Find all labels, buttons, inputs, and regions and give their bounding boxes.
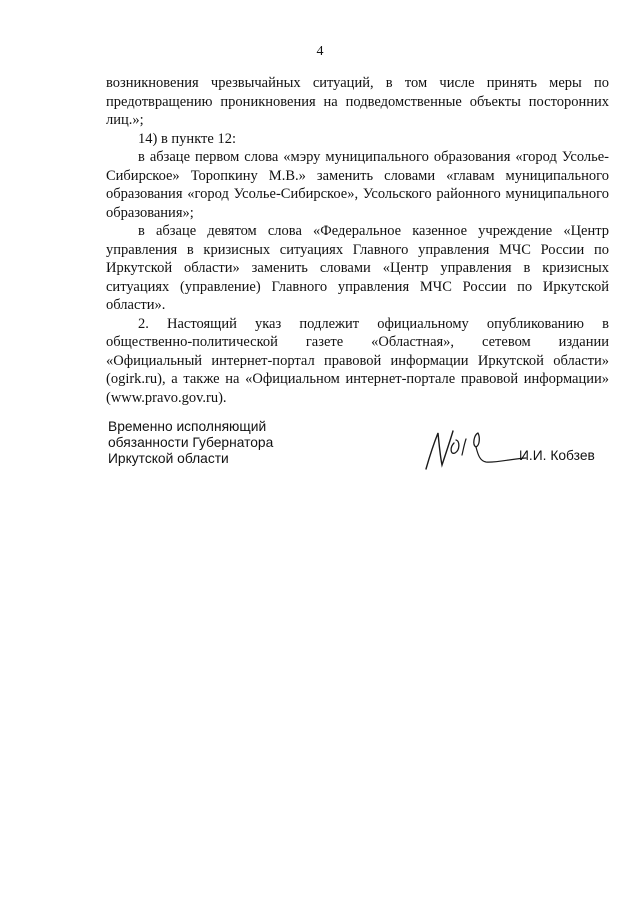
signatory-position: Временно исполняющий обязанности Губернатора Иркутской области — [108, 419, 274, 466]
signatory-name: И.И. Кобзев — [519, 448, 595, 463]
document-body — [106, 74, 609, 407]
page-number: 4 — [316, 44, 324, 59]
handwritten-signature — [420, 425, 530, 475]
paragraph-ninth-abzac: в абзаце девятом слова «Федеральное казенное учреждение «Центр управления в кризисных ситуациях Главного управления МЧС России по Иркутской области» заменить словами «Центр управления в кризисных ситуациях (управление) Главного управления МЧС России по Иркутской области». — [106, 223, 609, 313]
signature-block — [108, 419, 273, 467]
paragraph-publication: 2. Настоящий указ подлежит официальному опубликованию в общественно-политической газете «Областная», сетевом издании «Официальный интернет-портал правовой информации Иркутской области» (ogirk.ru), а также на «Официальном интернет-портале правовой информации» (www.pravo.gov.ru). — [106, 315, 609, 406]
paragraph-item-14: 14) в пункте 12: — [138, 130, 236, 147]
paragraph-first-abzac: в абзаце первом слова «мэру муниципального образования «город Усолье-Сибирское» Торопкину М.В.» заменить словами «главам муниципального образования «город Усолье-Сибирское», Усольского районного муниципального образования»; — [106, 149, 609, 221]
paragraph-continuation: возникновения чрезвычайных ситуаций, в том числе принять меры по предотвращению проникновения на подведомственные объекты посторонних лиц.»; — [106, 75, 609, 128]
